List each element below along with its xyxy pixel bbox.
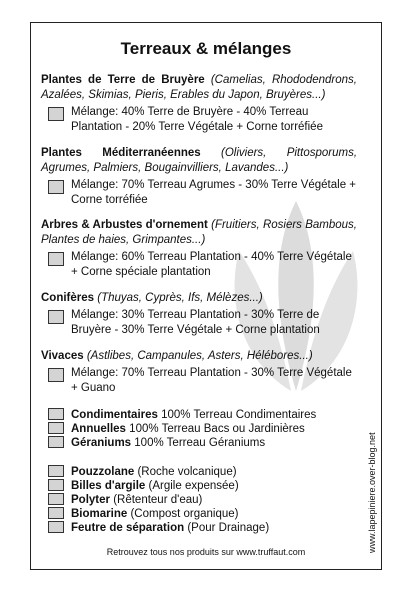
list-item: Condimentaires 100% Terreau Condimentaires <box>41 408 357 422</box>
checkbox[interactable] <box>48 368 64 382</box>
checkbox[interactable] <box>48 408 64 420</box>
checkbox[interactable] <box>48 507 64 519</box>
section-vivaces <box>41 349 357 396</box>
additifs-list <box>41 465 357 535</box>
section-plants: (Oliviers, Pittosporums, Agrumes, Palmiers, Bougainvilliers, Lavandes...) <box>41 147 358 174</box>
section-plants: (Astlibes, Campanules, Asters, Hélébores...) <box>86 350 313 362</box>
section-heading: Plantes Méditerranéennes <box>41 147 201 159</box>
list-item: Pouzzolane (Roche volcanique) <box>41 465 357 479</box>
section-mediterraneennes <box>41 146 357 208</box>
mix-text: Mélange: 40% Terre de Bruyère - 40% Terreau Plantation - 20% Terre Végétale + Corne torréfiée <box>71 106 323 133</box>
section-heading: Arbres & Arbustes d'ornement <box>41 219 208 231</box>
checkbox[interactable] <box>48 180 64 194</box>
checkbox[interactable] <box>48 436 64 448</box>
mix-text: Mélange: 60% Terreau Plantation - 40% Terre Végétale + Corne spéciale plantation <box>71 251 352 278</box>
section-plants: (Fruitiers, Rosiers Bambous, Plantes de haies, Grimpantes...) <box>41 219 357 246</box>
section-heading: Vivaces <box>41 350 84 362</box>
section-plants: (Thuyas, Cyprès, Ifs, Mélèzes...) <box>97 292 263 304</box>
card <box>30 22 382 570</box>
mix-text: Mélange: 30% Terreau Plantation - 30% Terre de Bruyère - 30% Terre Végétale + Corne plantation <box>71 309 320 336</box>
section-bruyere <box>41 73 357 135</box>
list-item: Feutre de séparation (Pour Drainage) <box>41 521 357 535</box>
list-item: Biomarine (Compost organique) <box>41 507 357 521</box>
checkbox[interactable] <box>48 521 64 533</box>
checkbox[interactable] <box>48 422 64 434</box>
list-item: Polyter (Rêtenteur d'eau) <box>41 493 357 507</box>
page-title: Terreaux & mélanges <box>120 39 292 58</box>
side-url: www.lapepiniere.over-blog.net <box>367 432 377 553</box>
checkbox[interactable] <box>48 479 64 491</box>
checkbox[interactable] <box>48 465 64 477</box>
section-heading: Conifères <box>41 292 95 304</box>
checkbox[interactable] <box>48 252 64 266</box>
checkbox[interactable] <box>48 310 64 324</box>
section-plants: (Camelias, Rhododendrons, Azalées, Skimias, Pieris, Erables du Japon, Bruyères...) <box>41 74 357 101</box>
checkbox[interactable] <box>48 493 64 505</box>
section-heading: Plantes de Terre de Bruyère <box>41 74 205 86</box>
section-coniferes <box>41 291 357 338</box>
list-item: Géraniums 100% Terreau Géraniums <box>41 436 357 450</box>
section-arbres <box>41 218 357 280</box>
list-item: Annuelles 100% Terreau Bacs ou Jardinières <box>41 422 357 436</box>
terreaux-list <box>41 408 357 450</box>
footer-text: Retrouvez tous nos produits sur www.truffaut.com <box>106 547 306 557</box>
checkbox[interactable] <box>48 107 64 121</box>
list-item: Billes d'argile (Argile expensée) <box>41 479 357 493</box>
mix-text: Mélange: 70% Terreau Plantation - 30% Terre Végétale + Guano <box>71 367 352 394</box>
mix-text: Mélange: 70% Terreau Agrumes - 30% Terre Végétale + Corne torréfiée <box>71 179 357 206</box>
